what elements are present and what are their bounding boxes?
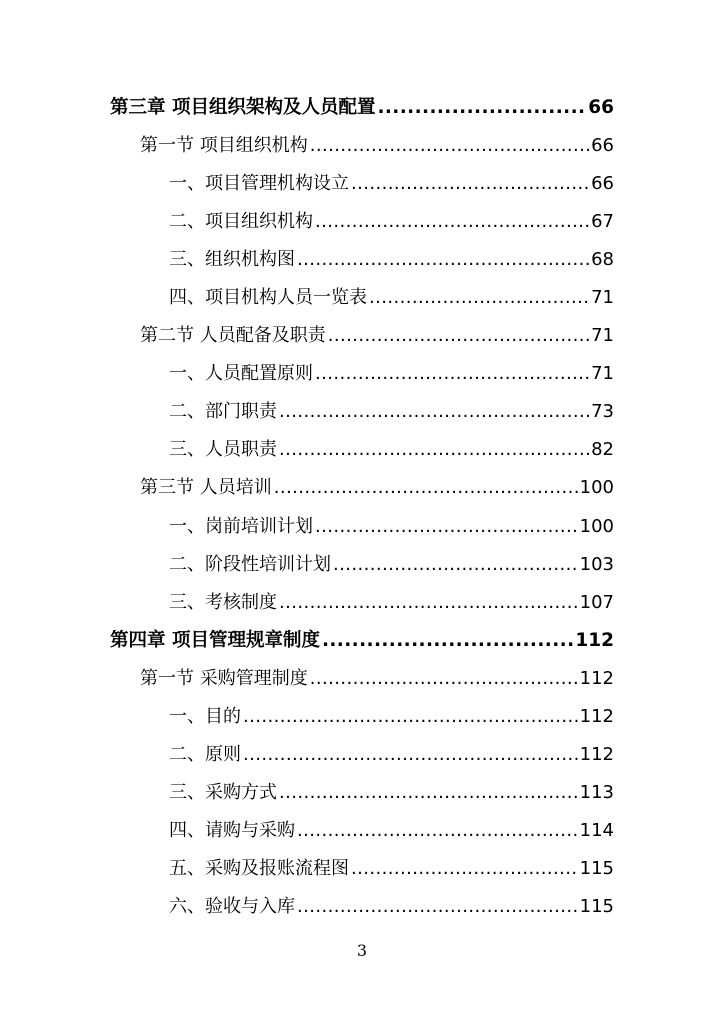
toc-entry-item[interactable] [0, 358, 724, 396]
toc-leader-dots [310, 134, 589, 158]
toc-title: 二、项目组织机构 [169, 211, 313, 233]
toc-row [169, 553, 614, 577]
toc-entry-item[interactable] [0, 168, 724, 206]
toc-row [169, 857, 614, 881]
toc-page-number: 107 [579, 591, 614, 613]
toc-leader-dots [279, 438, 589, 462]
toc-page-number: 112 [579, 705, 614, 727]
toc-leader-dots [315, 210, 589, 234]
toc-page-number: 100 [579, 477, 614, 499]
toc-page-number: 73 [591, 401, 614, 423]
toc-leader-dots [297, 248, 589, 272]
toc-entry-item[interactable] [0, 244, 724, 282]
toc-entry-item[interactable] [0, 701, 724, 739]
toc-title: 五、采购及报账流程图 [169, 857, 349, 879]
toc-page-number: 71 [591, 363, 614, 385]
toc-title: 二、部门职责 [169, 401, 277, 423]
toc-row [169, 819, 614, 843]
toc-leader-dots [297, 895, 578, 919]
toc-page-number: 115 [579, 857, 614, 879]
toc-title: 第三章 项目组织架构及人员配置 [110, 97, 376, 118]
toc-leader-dots [274, 476, 578, 500]
toc-leader-dots [322, 629, 573, 653]
toc-entry-item[interactable] [0, 206, 724, 244]
toc-entry-item[interactable] [0, 815, 724, 853]
toc-leader-dots [297, 819, 578, 843]
toc-row [140, 134, 614, 158]
toc-leader-dots [315, 362, 589, 386]
toc-page-number: 71 [591, 287, 614, 309]
toc-leader-dots [243, 705, 578, 729]
toc-row [169, 210, 614, 234]
toc-title: 四、请购与采购 [169, 819, 295, 841]
toc-title: 二、原则 [169, 743, 241, 765]
toc-title: 四、项目机构人员一览表 [169, 287, 367, 309]
toc-entry-section[interactable] [0, 663, 724, 701]
toc-entry-section[interactable] [0, 320, 724, 358]
toc-page-number: 100 [579, 515, 614, 537]
toc-entry-chapter[interactable] [0, 625, 724, 663]
toc-page-number: 115 [579, 895, 614, 917]
toc-page-number: 66 [588, 97, 614, 118]
toc-page-number: 66 [591, 173, 614, 195]
toc-leader-dots [333, 553, 578, 577]
toc-leader-dots [328, 324, 589, 348]
toc-entry-item[interactable] [0, 853, 724, 891]
toc-entry-chapter[interactable] [0, 92, 724, 130]
toc-row [169, 743, 614, 767]
toc-page-number: 67 [591, 211, 614, 233]
toc-title: 六、验收与入库 [169, 895, 295, 917]
toc-entry-item[interactable] [0, 396, 724, 434]
toc-title: 第二节 人员配备及职责 [140, 325, 326, 347]
toc-page-number: 82 [591, 439, 614, 461]
toc-entry-section[interactable] [0, 472, 724, 510]
toc-row [169, 172, 614, 196]
toc-row [169, 781, 614, 805]
toc-row [169, 248, 614, 272]
toc-title: 三、考核制度 [169, 591, 277, 613]
toc-leader-dots [279, 781, 578, 805]
toc-leader-dots [377, 96, 586, 120]
toc-row [169, 591, 614, 615]
toc-title: 三、采购方式 [169, 781, 277, 803]
toc-leader-dots [243, 743, 578, 767]
toc-page-number: 71 [591, 325, 614, 347]
toc-page-number: 113 [579, 781, 614, 803]
toc-page-number: 68 [591, 249, 614, 271]
toc-title: 第一节 项目组织机构 [140, 135, 308, 157]
toc-entry-item[interactable] [0, 891, 724, 929]
toc-row [169, 438, 614, 462]
toc-title: 第三节 人员培训 [140, 477, 272, 499]
toc-title: 三、人员职责 [169, 439, 277, 461]
toc-entry-item[interactable] [0, 282, 724, 320]
toc-row [169, 705, 614, 729]
toc-leader-dots [279, 400, 589, 424]
toc-entry-section[interactable] [0, 130, 724, 168]
toc-leader-dots [279, 591, 578, 615]
table-of-contents [0, 92, 724, 929]
toc-leader-dots [315, 515, 578, 539]
toc-entry-item[interactable] [0, 434, 724, 472]
toc-leader-dots [351, 857, 578, 881]
toc-page-number: 66 [591, 135, 614, 157]
toc-title: 一、岗前培训计划 [169, 515, 313, 537]
toc-row [140, 667, 614, 691]
toc-row [169, 362, 614, 386]
toc-leader-dots [369, 286, 589, 310]
toc-row [169, 895, 614, 919]
toc-row [169, 515, 614, 539]
toc-leader-dots [310, 667, 578, 691]
toc-page-number: 112 [579, 743, 614, 765]
toc-page-number: 103 [579, 553, 614, 575]
toc-entry-item[interactable] [0, 587, 724, 625]
toc-entry-item[interactable] [0, 739, 724, 777]
toc-page-number: 112 [575, 629, 614, 651]
toc-row [140, 324, 614, 348]
toc-title: 第四章 项目管理规章制度 [110, 629, 320, 651]
toc-title: 一、项目管理机构设立 [169, 173, 349, 195]
toc-title: 二、阶段性培训计划 [169, 553, 331, 575]
toc-row [110, 629, 614, 653]
page-number: 3 [356, 941, 368, 960]
toc-page-number: 112 [579, 667, 614, 689]
toc-title: 第一节 采购管理制度 [140, 667, 308, 689]
toc-row [110, 96, 614, 120]
toc-entry-item[interactable] [0, 549, 724, 587]
toc-title: 三、组织机构图 [169, 249, 295, 271]
toc-row [140, 476, 614, 500]
toc-row [169, 400, 614, 424]
toc-page-number: 114 [579, 819, 614, 841]
toc-row [169, 286, 614, 310]
toc-entry-item[interactable] [0, 777, 724, 815]
toc-leader-dots [351, 172, 589, 196]
toc-title: 一、目的 [169, 705, 241, 727]
toc-title: 一、人员配置原则 [169, 363, 313, 385]
toc-entry-item[interactable] [0, 511, 724, 549]
